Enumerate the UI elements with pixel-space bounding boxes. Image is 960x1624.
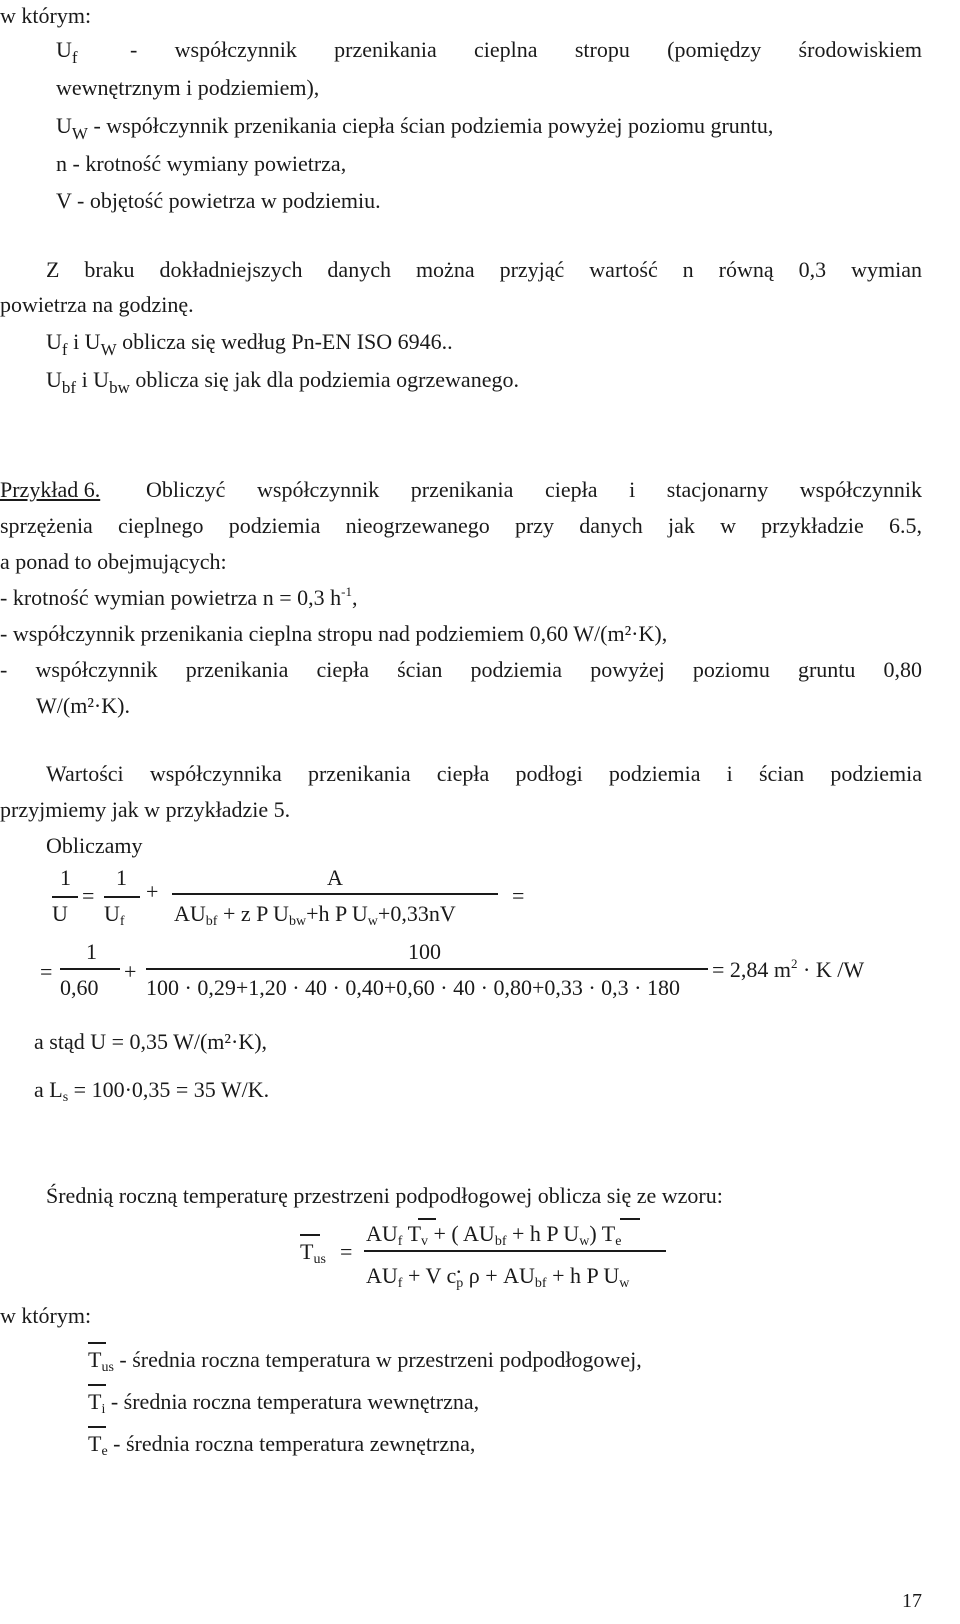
paragraph-2-cont: przyjmiemy jak w przykładzie 5.	[0, 797, 291, 822]
example-bullet-2: - współczynnik przenikania cieplna stropu nad podziemiem 0,60 W/(m²·K),	[0, 621, 668, 646]
paragraph-3: Średnią roczną temperaturę przestrzeni podpodłogowej oblicza się ze wzoru:	[46, 1183, 723, 1208]
example-bullet-3-cont: W/(m²·K).	[36, 693, 130, 718]
def-uf-cont: wewnętrznym i podziemiem),	[56, 75, 320, 100]
intro-text: w którym:	[0, 3, 92, 28]
paragraph-1-cont: powietrza na godzinę.	[0, 292, 194, 317]
ubf-ubw-line: $U_{bf}$ i $U_{bw}$ oblicza się jak dla podziemia ogrzewanego.	[46, 367, 519, 397]
uf-uw-line: $U_f$ i $U_W$ oblicza się według Pn-EN ISO 6946..	[46, 329, 453, 359]
def-uw: $U_W$ - współczynnik przenikania ciepła ścian podziemia powyżej poziomu gruntu,	[56, 113, 774, 143]
intro-text-2: w którym:	[0, 1303, 92, 1328]
result-ls: a Ls = 100·0,35 = 35 W/K.	[34, 1077, 270, 1105]
paragraph-2: Wartości współczynnika przenikania ciepła podłogi podziemia i ścian podziemia	[46, 761, 922, 786]
result-u: a stąd U = 0,35 W/(m²·K),	[34, 1029, 268, 1054]
example-line-3: a ponad to obejmujących:	[0, 549, 227, 574]
obliczamy-text: Obliczamy	[46, 833, 143, 858]
paragraph-1: Z braku dokładniejszych danych można przyjąć wartość n równą 0,3 wymian	[46, 257, 922, 282]
example-bullet-1: - krotność wymian powietrza n = 0,3 $h^{-1}$,	[0, 584, 358, 610]
def-n: n - krotność wymiany powietrza,	[56, 151, 347, 176]
def-uf: $U_f$ - współczynnik przenikania cieplna stropu (pomiędzy środowiskiem	[56, 37, 922, 67]
example-line-1: Przykład 6. Obliczyć współczynnik przenikania ciepła i stacjonarny współczynnik	[0, 477, 922, 502]
def-v: V - objętość powietrza w podziemiu.	[56, 188, 381, 213]
example-bullet-3: - współczynnik przenikania ciepła ścian podziemia powyżej poziomu gruntu 0,80	[0, 657, 922, 682]
example-line-2: sprzężenia cieplnego podziemia nieogrzewanego przy danych jak w przykładzie 6.5,	[0, 513, 922, 538]
page-number: 17	[902, 1590, 922, 1612]
document-page: w którym: $U_f$ - współczynnik przenikania cieplna stropu (pomiędzy środowiskiem wewnętrznym i podziemiem), $U_W$ - współczynnik przenikania ciepła ścian podziemia powyżej poziomu gruntu, n - krotność wymiany powietrza, V - objętość powietrza w podziemiu. Z braku dokładniejszych danych można przyjąć wartość n równą 0,3 wymian powietrza na godzinę. $U_f$ i $U_W$ oblicza się według Pn-EN ISO 6946.. $U_{bf}$ i $U_{bw}$ oblicza się jak dla podziemia ogrzewanego. Przykład 6. Obliczyć współczynnik przenikania ciepła i stacjonarny współczynnik sprzężenia cieplnego podziemia nieogrzewanego przy danych jak w przykładzie 6.5, a ponad to obejmujących: - krotność wymian powietrza n = 0,3 $h^{-1}$, - współczynnik przenikania cieplna stropu nad podziemiem 0,60 W/(m²·K), - współczynnik przenikania ciepła ścian podziemia powyżej poziomu gruntu 0,80 W/(m²·K). Wartości współczynnika przenikania ciepła podłogi podziemia i ścian podziemia przyjmiemy jak w przykładzie 5. Obliczamy 1 U = 1 Uf + A AUbf + z P Ubw+h P Uw+0,33nV = = 1 0,60 + 100 100 · 0,29+1,20 · 40 · 0,40+0,60 · 40 · 0,80+0,33 · 0,3 · 180 = 2,84 $m^2 \cdot K$ /W a stąd U = 0,35 W/(m²·K), a Ls = 100·0,35 = 35 W/K. Średnią roczną temperaturę przestrzeni podpodłogowej oblicza się ze wzoru: Tus = AUf Tv + ( AUbf + h P Uw) Te . AUf + V cp ρ + AUbf + h P Uw w którym: Tus - średnia roczna temperatura w przestrzeni podpodłogowej, Ti - średnia roczna temperatura wewnętrzna, Te - średnia roczna temperatura zewnętrzna, 17	[0, 3, 922, 1612]
example-label: Przykład 6.	[0, 477, 101, 502]
